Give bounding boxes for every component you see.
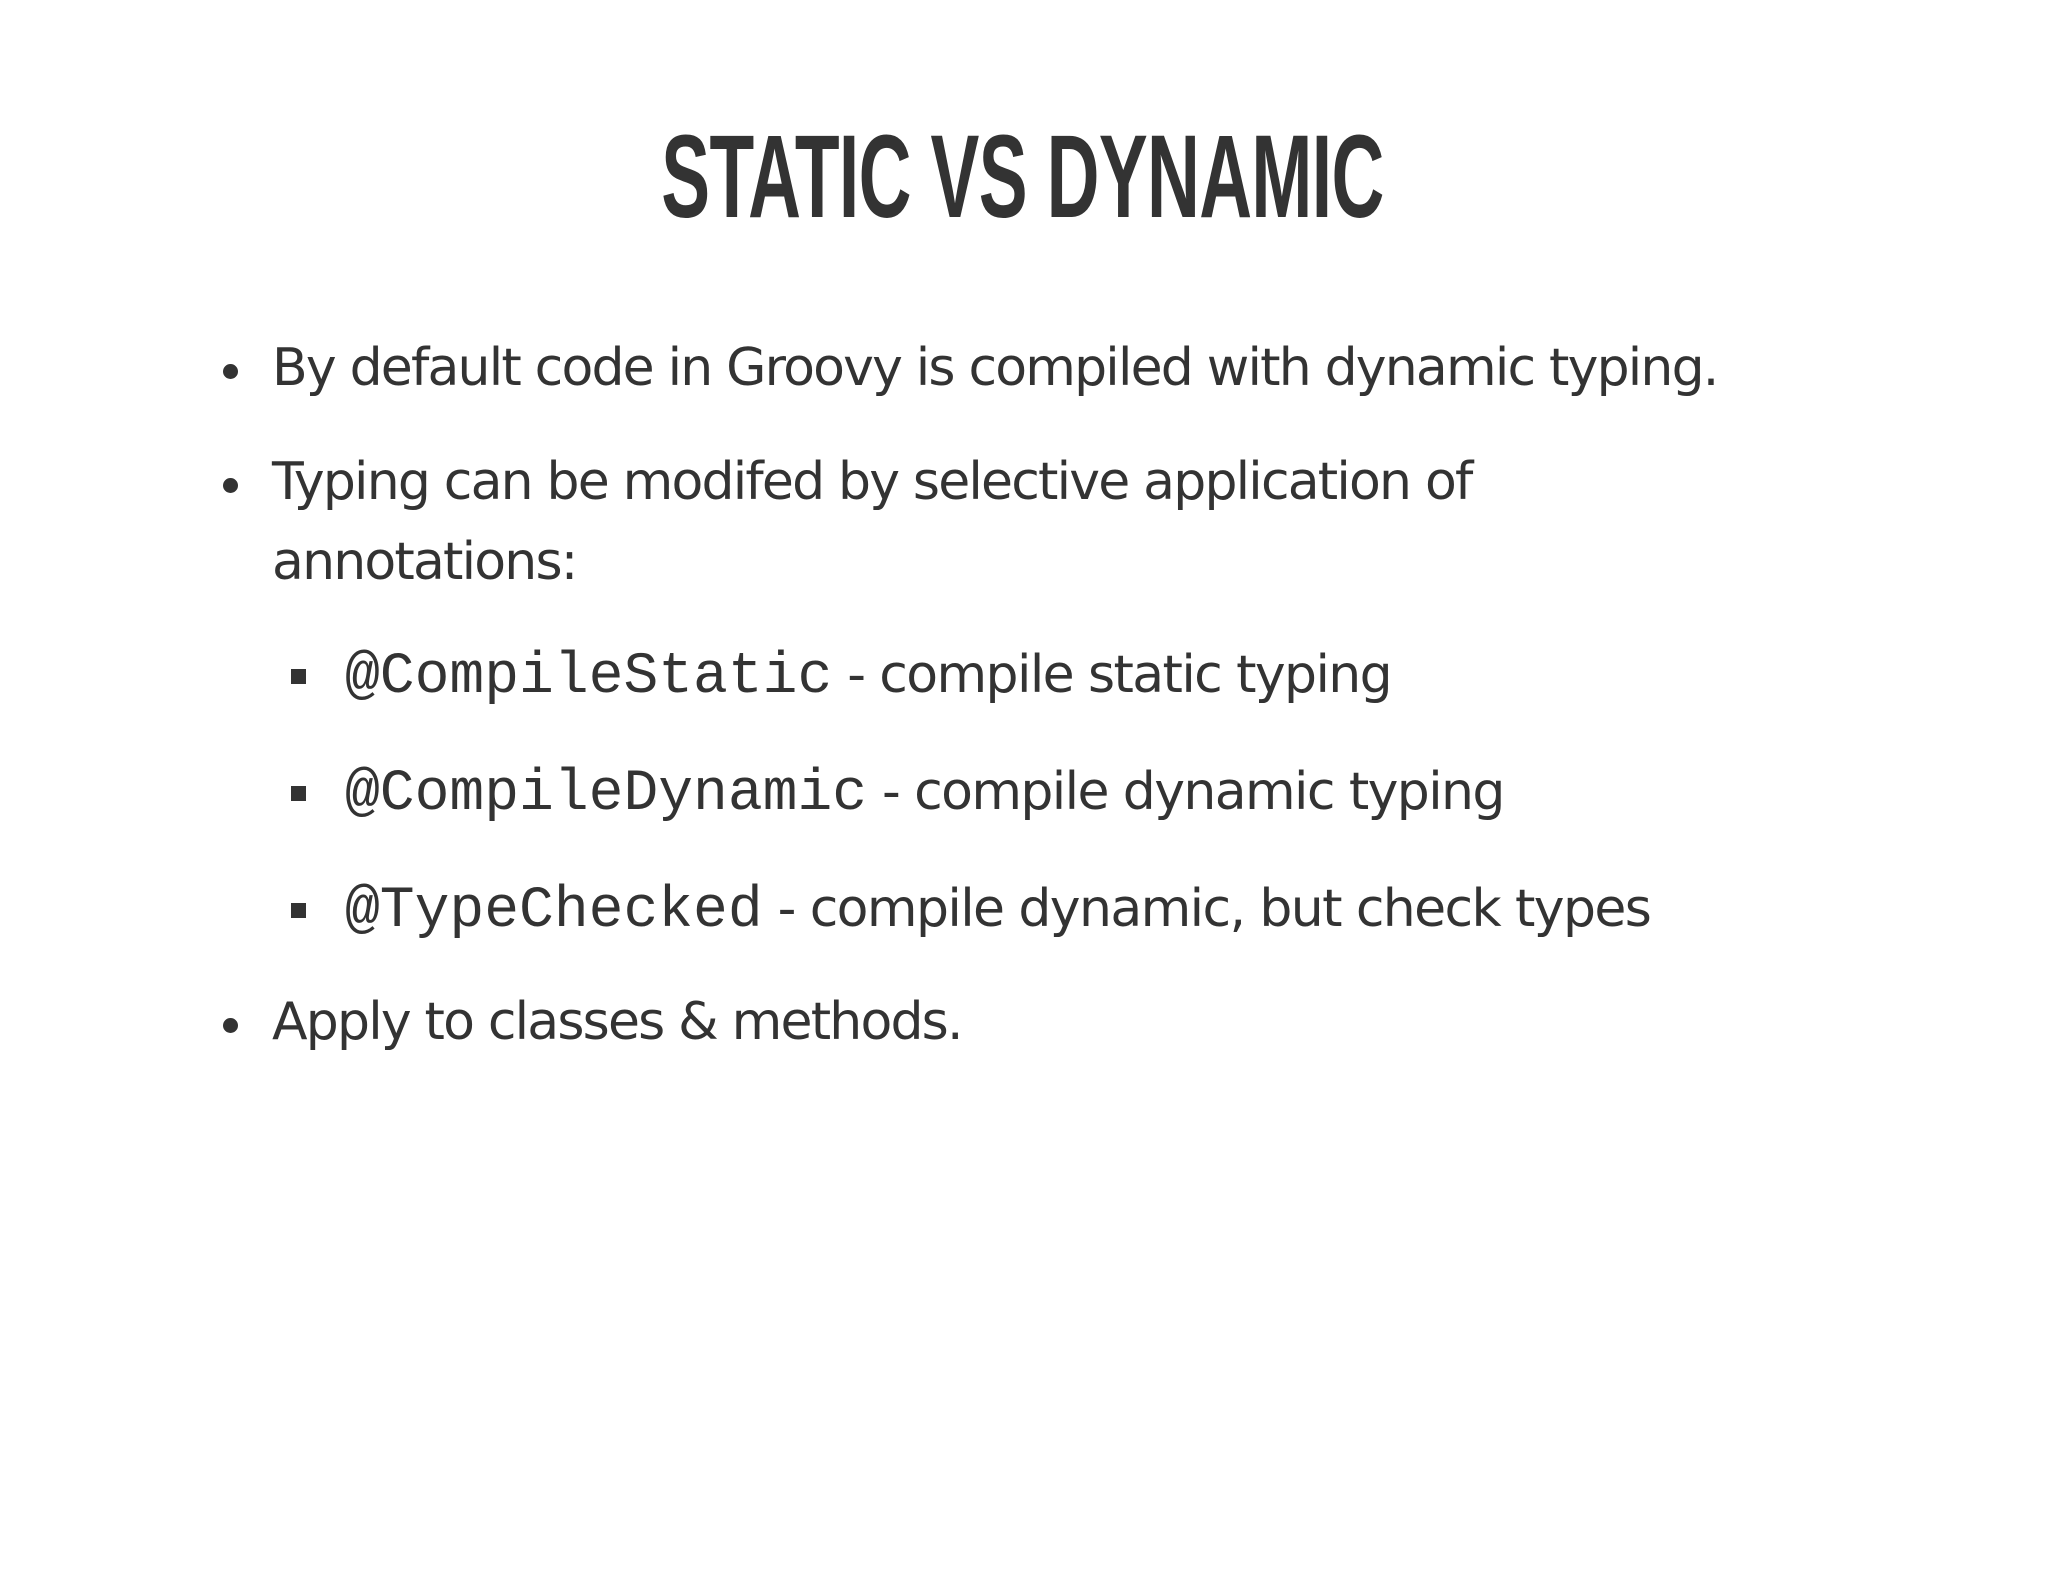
square-bullet-icon (291, 786, 306, 801)
sub-bullet-text: - compile dynamic typing (867, 762, 1504, 822)
bullet-text-line-1: Typing can be modifed by selective application of (272, 452, 1472, 512)
bullet-continuation (272, 522, 576, 602)
annotation-code: @CompileStatic (345, 645, 833, 710)
annotation-code: @CompileDynamic (345, 762, 868, 827)
square-bullet-icon (291, 903, 306, 918)
bullet-dot-icon (223, 364, 238, 379)
bullet-text: Apply to classes & methods. (272, 992, 962, 1052)
bullet-item (272, 982, 962, 1062)
bullet-dot-icon (223, 478, 238, 493)
bullet-dot-icon (223, 1018, 238, 1033)
sub-bullet-text: - compile dynamic, but check types (762, 879, 1651, 939)
sub-bullet-item (345, 752, 1504, 835)
square-bullet-icon (291, 669, 306, 684)
bullet-item (272, 328, 1718, 408)
bullet-text-line-2: annotations: (272, 532, 577, 592)
slide-title: STATIC VS DYNAMIC (661, 111, 1384, 243)
sub-bullet-text: - compile static typing (832, 645, 1392, 705)
bullet-text: By default code in Groovy is compiled with dynamic typing. (272, 338, 1718, 398)
annotation-code: @TypeChecked (345, 879, 763, 944)
sub-bullet-item (345, 635, 1391, 718)
sub-bullet-item (345, 869, 1650, 952)
bullet-item (272, 442, 1471, 522)
